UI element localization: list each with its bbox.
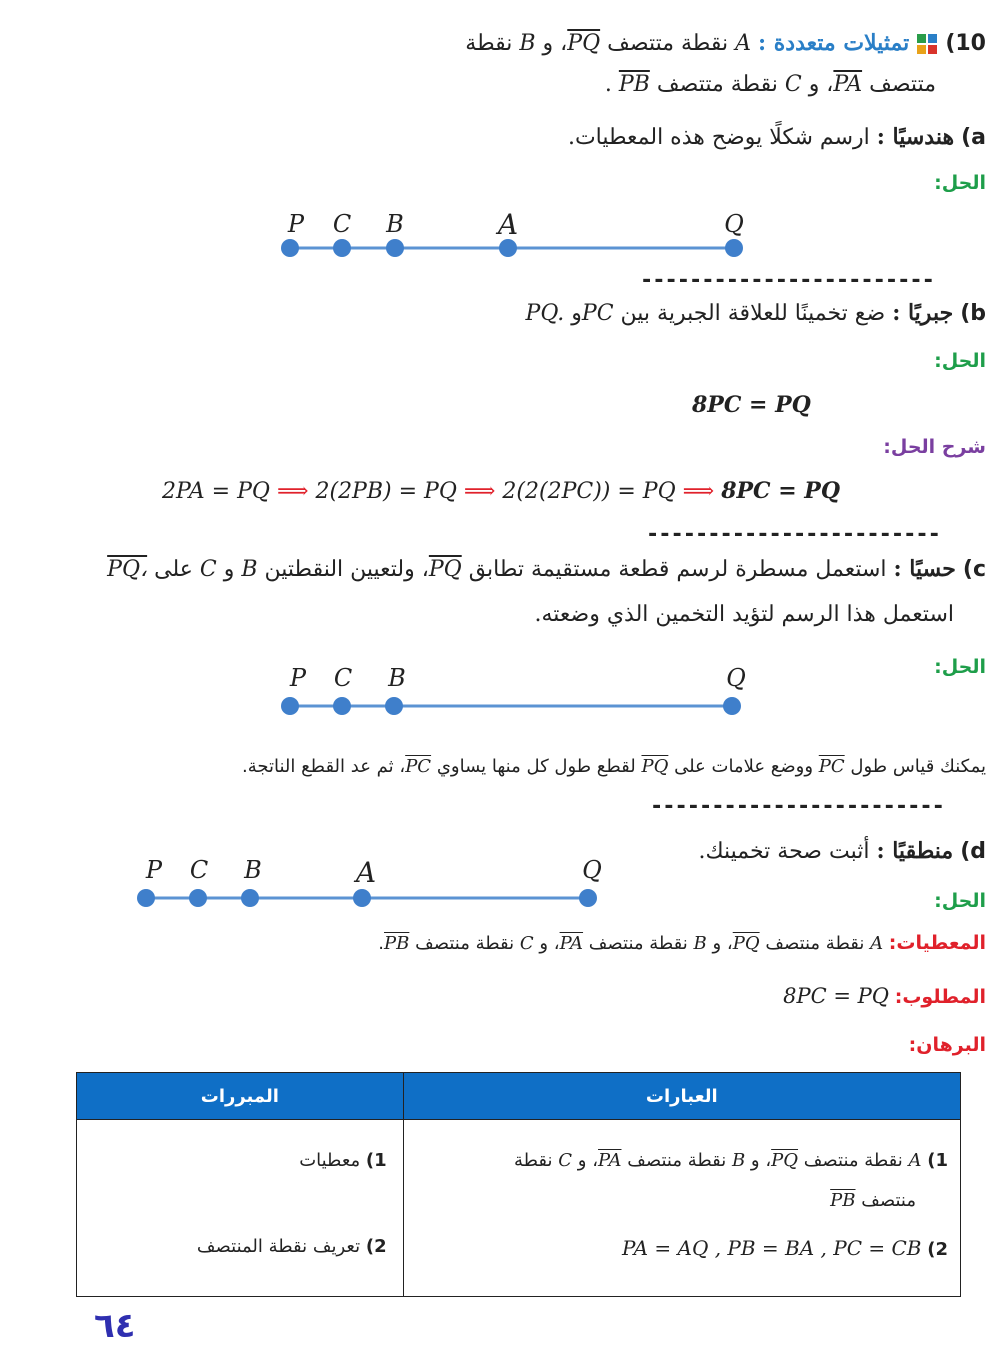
given-text: نقطة منتصف xyxy=(765,933,865,954)
part-b-explain-label: شرح الحل: xyxy=(883,436,986,458)
label-c: C xyxy=(332,210,352,238)
segment-pa: $\overline{PA}$ xyxy=(598,1150,622,1171)
point-c xyxy=(333,239,351,257)
proof-table-header xyxy=(77,1073,961,1120)
given-statement xyxy=(378,932,986,954)
given-text: ، و xyxy=(712,933,733,954)
label-b: B xyxy=(386,210,404,238)
part-c-text: ، ولتعيين النقطتين xyxy=(264,557,429,582)
given-text: . xyxy=(378,933,385,954)
point-q xyxy=(579,889,597,907)
statement-text: نقطة منتصف xyxy=(627,1150,727,1171)
segment-pq: $\overline{PQ}$ xyxy=(428,557,462,582)
problem-text: نقطة متتصف xyxy=(607,31,729,56)
divider: ------------------------ xyxy=(640,268,934,293)
problem-number: 10) xyxy=(945,31,986,56)
statement-text: نقطة منتصف xyxy=(803,1150,903,1171)
part-c-heading: حسيًا : xyxy=(893,556,956,582)
label-c: C xyxy=(333,664,353,692)
point-c xyxy=(189,889,207,907)
required-statement xyxy=(783,984,986,1008)
point-p xyxy=(137,889,155,907)
var-b: B xyxy=(693,933,707,954)
part-b-answer: 8PC = PQ xyxy=(692,392,811,418)
segment-pa: $\overline{PA}$ xyxy=(559,933,584,954)
segment-pb: $\overline{PB}$ xyxy=(618,72,650,97)
note-text: لقطع طول كل منها يساوي xyxy=(436,756,636,777)
part-c-question-line-1 xyxy=(107,556,986,582)
statements-cell xyxy=(403,1120,960,1297)
segment-pq: PQ، xyxy=(107,557,148,582)
var-a: A xyxy=(735,31,751,56)
part-d-text: أثبت صحة تخمينك. xyxy=(698,839,870,864)
reason-1 xyxy=(299,1150,386,1171)
derivation-step: 2PA = PQ xyxy=(162,479,270,504)
implies-arrow: ⟹ xyxy=(276,479,309,504)
number-line-a xyxy=(270,200,760,270)
given-text: نقطة منتصف xyxy=(588,933,688,954)
problem-heading: تمثيلات متعددة : xyxy=(758,30,910,56)
statement-number: 1) xyxy=(927,1150,948,1171)
number-line-d xyxy=(126,848,616,918)
point-q xyxy=(723,697,741,715)
var-b: B xyxy=(519,31,536,56)
proof-table-body xyxy=(77,1120,961,1297)
statement-number: 2) xyxy=(927,1239,948,1260)
part-b-heading: جبريًا : xyxy=(892,300,954,326)
var-b: B xyxy=(241,557,258,582)
implies-arrow: ⟹ xyxy=(682,479,715,504)
part-b-text: و xyxy=(571,301,582,326)
label-b: B xyxy=(388,664,406,692)
segment-pq: $\overline{PQ}$ xyxy=(567,31,601,56)
part-b-solution-label: الحل: xyxy=(934,350,986,372)
problem-statement-line-1 xyxy=(465,30,986,56)
note-text: ووضع علامات على xyxy=(674,756,814,777)
var-c: C xyxy=(558,1150,573,1171)
part-b-derivation xyxy=(162,478,840,504)
part-c-text: و xyxy=(223,557,235,582)
note-text: ، ثم عد القطع الناتجة. xyxy=(241,756,406,777)
segment-pa: $\overline{PA}$ xyxy=(833,72,863,97)
var-pq: PQ. xyxy=(525,301,565,326)
point-a xyxy=(499,239,517,257)
var-pc: PC xyxy=(581,301,614,326)
proof-table xyxy=(76,1072,961,1297)
divider: ------------------------ xyxy=(646,522,940,547)
point-p xyxy=(281,697,299,715)
var-a: A xyxy=(870,933,884,954)
segment-pb: $\overline{PB}$ xyxy=(384,933,410,954)
part-a-label: a) xyxy=(961,125,986,150)
statement-2 xyxy=(622,1236,948,1260)
segment-pq: $\overline{PQ}$ xyxy=(732,933,760,954)
var-b: B xyxy=(731,1150,746,1171)
segment-pc: $\overline{PC}$ xyxy=(818,756,845,777)
var-c: C xyxy=(784,72,802,97)
label-q: Q xyxy=(724,210,744,238)
segment-pq: $\overline{PQ}$ xyxy=(771,1150,799,1171)
part-d-question xyxy=(698,838,986,864)
point-q xyxy=(725,239,743,257)
problem-text: نقطة xyxy=(465,31,513,56)
label-a: A xyxy=(355,856,377,889)
note-text: يمكنك قياس طول xyxy=(850,756,986,777)
problem-text: ، و xyxy=(808,72,834,97)
derivation-step: 2(2PB) = PQ xyxy=(315,479,457,504)
derivation-result: 8PC = PQ xyxy=(721,478,841,504)
statement-text: منتصف xyxy=(861,1190,916,1211)
statement-math: PA = AQ , PB = BA , PC = CB xyxy=(621,1236,922,1260)
statement-1 xyxy=(514,1150,948,1171)
point-b xyxy=(385,697,403,715)
problem-text: ، و xyxy=(542,31,568,56)
segment-pb: $\overline{PB}$ xyxy=(830,1190,856,1211)
statement-1-line-2 xyxy=(830,1190,916,1211)
required-label: المطلوب: xyxy=(894,986,986,1008)
reason-text: معطيات xyxy=(299,1150,361,1171)
statement-text: ، و xyxy=(577,1150,599,1171)
given-text: ، و xyxy=(539,933,560,954)
statement-text: نقطة xyxy=(514,1150,553,1171)
label-p: P xyxy=(145,856,163,884)
label-p: P xyxy=(289,664,307,692)
point-p xyxy=(281,239,299,257)
number-line-c xyxy=(270,656,760,726)
var-c: C xyxy=(519,933,534,954)
reasons-header: المبررات xyxy=(77,1073,404,1120)
part-c-text: على xyxy=(154,557,193,582)
label-q: Q xyxy=(726,664,746,692)
reason-number: 2) xyxy=(365,1236,387,1257)
reason-number: 1) xyxy=(365,1150,387,1171)
part-a-solution-label: الحل: xyxy=(934,172,986,194)
reason-2 xyxy=(197,1236,387,1257)
problem-text: متتصف xyxy=(869,72,936,97)
segment-pq: $\overline{PQ}$ xyxy=(641,756,669,777)
label-p: P xyxy=(287,210,305,238)
part-a-heading: هندسيًا : xyxy=(876,124,955,150)
label-q: Q xyxy=(582,856,602,884)
given-label: المعطيات: xyxy=(888,932,986,954)
var-c: C xyxy=(199,557,217,582)
part-b-text: ضع تخمينًا للعلاقة الجبرية بين xyxy=(620,301,886,326)
required-math: 8PC = PQ xyxy=(783,984,889,1008)
page-number: ٦٤ xyxy=(94,1306,136,1346)
part-b-label: b) xyxy=(960,301,986,326)
var-a: A xyxy=(908,1150,922,1171)
problem-statement-line-2: متتصف $\overline{PA}،$ و C نقطة متتصف $\overline{PB}$ . xyxy=(604,72,936,97)
point-b xyxy=(386,239,404,257)
given-text: نقطة منتصف xyxy=(415,933,515,954)
proof-label: البرهان: xyxy=(908,1034,986,1056)
part-d-heading: منطقيًا : xyxy=(876,838,954,864)
part-a-text: ارسم شكلًا يوضح هذه المعطيات. xyxy=(567,125,870,150)
part-c-question-line-2: استعمل هذا الرسم لتؤيد التخمين الذي وضعته. xyxy=(534,602,954,627)
point-c xyxy=(333,697,351,715)
point-b xyxy=(241,889,259,907)
part-b-question xyxy=(526,300,986,326)
multiple-representations-icon xyxy=(909,31,938,56)
statement-text: ، و xyxy=(750,1150,772,1171)
label-c: C xyxy=(189,856,209,884)
segment-pc: $\overline{PC}$ xyxy=(405,756,432,777)
part-c-text: استعمل مسطرة لرسم قطعة مستقيمة تطابق xyxy=(468,557,887,582)
label-b: B xyxy=(244,856,262,884)
statements-header: العبارات xyxy=(403,1073,960,1120)
implies-arrow: ⟹ xyxy=(463,479,496,504)
part-c-label: c) xyxy=(962,557,986,582)
problem-text: نقطة متتصف xyxy=(656,72,778,97)
part-c-note xyxy=(242,756,986,777)
label-a: A xyxy=(497,208,519,241)
part-d-label: d) xyxy=(960,839,986,864)
derivation-step: 2(2(2PC)) = PQ xyxy=(502,479,676,504)
reason-text: تعريف نقطة المنتصف xyxy=(196,1236,361,1257)
point-a xyxy=(353,889,371,907)
divider: ------------------------ xyxy=(650,794,944,819)
reasons-cell xyxy=(77,1120,404,1297)
part-d-solution-label: الحل: xyxy=(934,890,986,912)
part-a-question xyxy=(568,124,986,150)
part-c-solution-label: الحل: xyxy=(934,656,986,678)
